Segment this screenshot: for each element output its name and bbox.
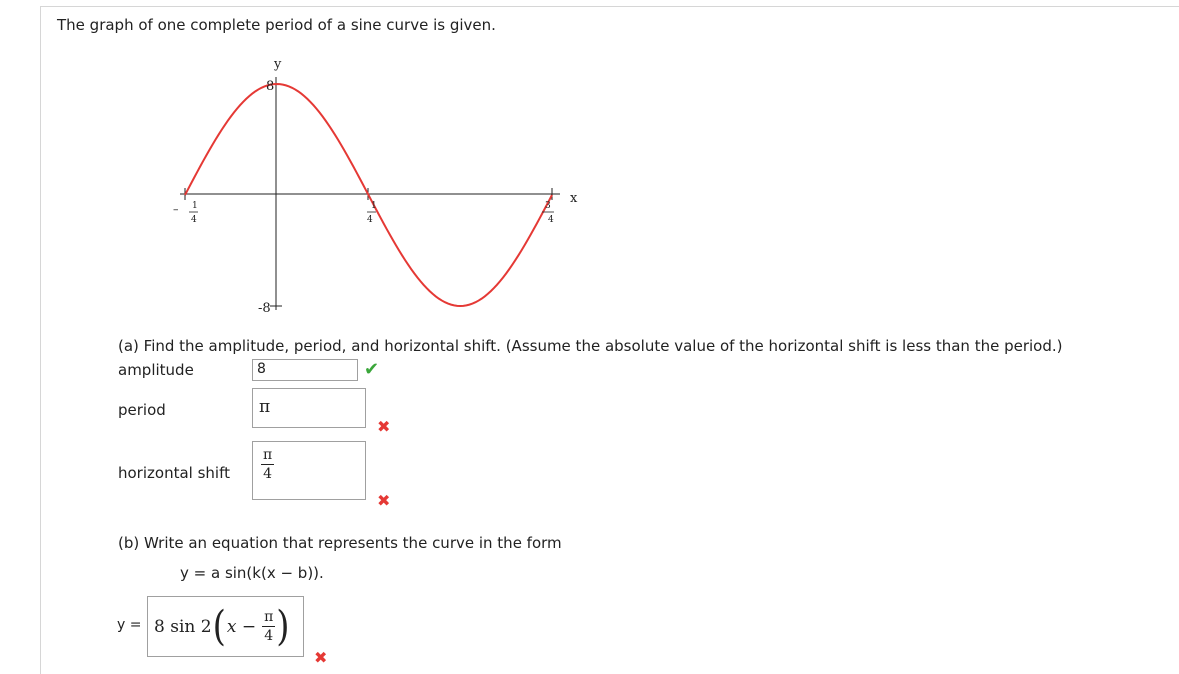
x-tick-mid-num: 1 — [371, 201, 377, 211]
x-tick-left-sign: – — [173, 203, 179, 216]
equation-fraction — [262, 610, 275, 643]
amplitude-value: 8 — [257, 361, 266, 377]
sine-curve — [185, 84, 552, 306]
equation-incorrect-icon: ✖ — [314, 648, 328, 667]
horizontal-shift-numerator: π — [263, 447, 273, 463]
period-value: π — [259, 397, 271, 417]
period-input[interactable] — [252, 388, 366, 428]
period-label: period — [118, 401, 166, 419]
horizontal-shift-incorrect-icon: ✖ — [377, 491, 391, 510]
x-tick-left-den: 4 — [191, 215, 197, 225]
part-a-prompt: (a) Find the amplitude, period, and horizontal shift. (Assume the absolute value of the horizontal shift is less than the period.) — [118, 337, 1063, 355]
question-intro: The graph of one complete period of a sine curve is given. — [57, 16, 496, 34]
x-tick-left-num: 1 — [192, 201, 198, 211]
x-tick-mid-den: 4 — [367, 215, 373, 225]
y-min-label — [258, 301, 271, 316]
y-max-label: 8 — [266, 79, 275, 94]
horizontal-shift-fraction — [261, 448, 274, 481]
equation-numerator: π — [264, 609, 274, 625]
equation-x-minus: x − — [226, 616, 257, 637]
equation-prefix: 8 sin 2 — [154, 616, 212, 637]
y-axis-label: y — [274, 57, 282, 72]
horizontal-shift-label: horizontal shift — [118, 464, 230, 482]
amplitude-correct-icon: ✔ — [364, 359, 380, 380]
period-incorrect-icon: ✖ — [377, 417, 391, 436]
horizontal-shift-denominator: 4 — [263, 466, 273, 482]
equation-input[interactable] — [147, 596, 304, 657]
amplitude-input[interactable] — [252, 359, 358, 381]
equation-form: y = a sin(k(x − b)). — [180, 564, 324, 582]
y-min-text: -8 — [258, 301, 271, 316]
y-equals-label: y = — [117, 617, 142, 633]
part-b-prompt: (b) Write an equation that represents the curve in the form — [118, 534, 562, 552]
x-tick-right-den: 4 — [548, 215, 554, 225]
open-paren: ( — [212, 602, 226, 651]
close-paren: ) — [276, 602, 290, 651]
x-tick-right-num: 3 — [545, 201, 551, 211]
horizontal-shift-input[interactable] — [252, 441, 366, 500]
amplitude-label: amplitude — [118, 361, 194, 379]
equation-denominator: 4 — [264, 628, 274, 644]
x-axis-label: x — [570, 191, 578, 206]
sine-graph — [160, 55, 600, 325]
